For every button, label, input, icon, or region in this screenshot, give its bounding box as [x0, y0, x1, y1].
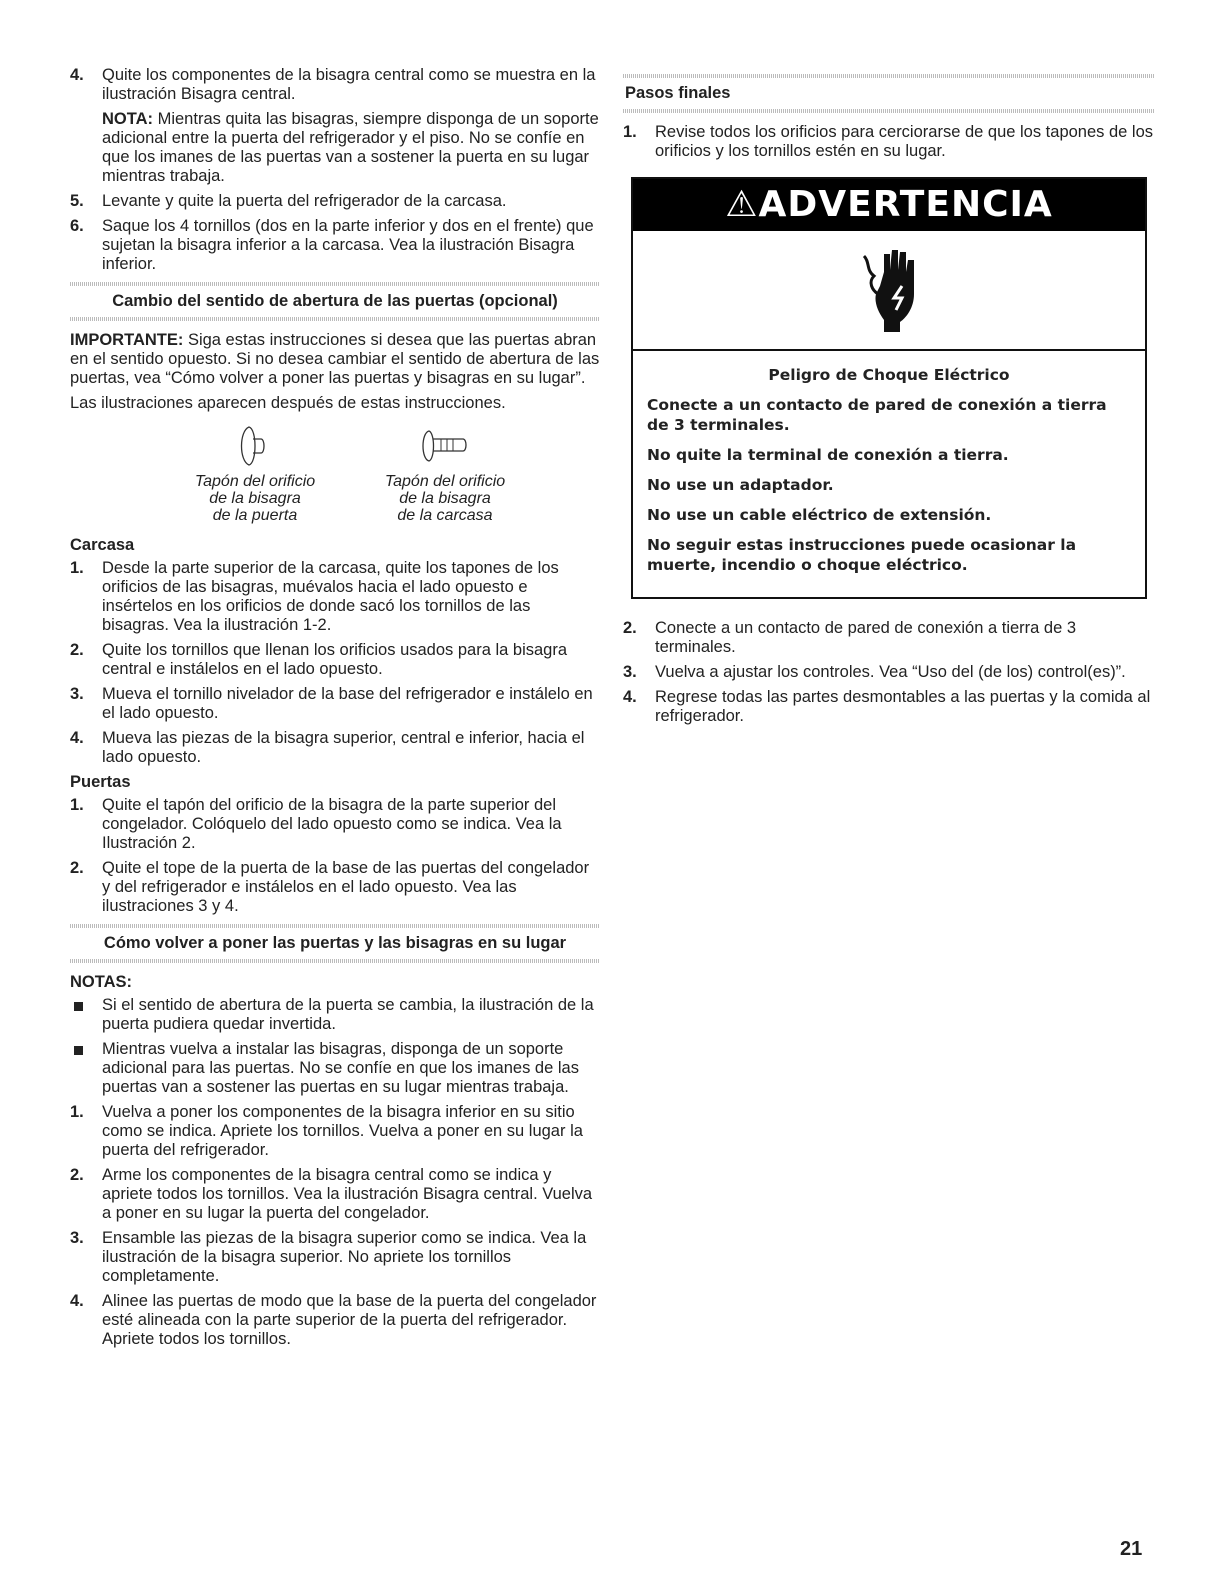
- warning-triangle-icon: ⚠: [725, 184, 759, 225]
- list-item: 4. Regrese todas las partes desmontables a las puertas y la comida al refrigerador.: [623, 688, 1151, 725]
- list-item: 3. Ensamble las piezas de la bisagra superior como se indica. Vea la ilustración de la bisagra superior. No apriete los tornillos completamente.: [70, 1229, 587, 1285]
- bullet-item: Si el sentido de abertura de la puerta se cambia, la ilustración de la puerta pudiera quedar invertida.: [70, 996, 600, 1034]
- section-header: Cambio del sentido de abertura de las puertas (opcional): [70, 282, 600, 321]
- illustrations-note: Las ilustraciones aparecen después de estas instrucciones.: [70, 394, 506, 412]
- list-item: 6. Saque los 4 tornillos (dos en la parte inferior y dos en el frente) que sujetan la bisagra inferior a la carcasa. Vea la ilustración Bisagra inferior.: [70, 217, 594, 273]
- list-item: 1. Quite el tapón del orificio de la bisagra de la parte superior del congelador. Colóquelo del lado opuesto como se indica. Vea la Ilustración 2.: [70, 796, 562, 852]
- list-item: 2. Conecte a un contacto de pared de conexión a tierra de 3 terminales.: [623, 619, 1077, 656]
- list-item: 2. Quite el tope de la puerta de la base de las puertas del congelador y del refrigerador e instálelos en el lado opuesto. Vea las ilustraciones 3 y 4.: [70, 859, 590, 915]
- list-item: 2. Quite los tornillos que llenan los orificios usados para la bisagra central e instálelos en el lado opuesto.: [70, 641, 568, 678]
- left-column: [70, 66, 600, 1355]
- door-plug-icon: [235, 423, 275, 469]
- warning-header: ⚠ADVERTENCIA: [633, 179, 1145, 231]
- list-item: 4. Mueva las piezas de la bisagra superior, central e inferior, hacia el lado opuesto.: [70, 729, 585, 766]
- page-number: 21: [1120, 1538, 1143, 1560]
- list-item: 1. Vuelva a poner los componentes de la bisagra inferior en su sitio como se indica. Apriete los tornillos. Vuelva a poner en su lugar la puerta del refrigerador.: [70, 1103, 583, 1159]
- door-hinge-plug: Tapón del orificio de la bisagra de la puerta: [170, 423, 340, 524]
- section-header: Cómo volver a poner las puertas y las bisagras en su lugar: [70, 924, 600, 963]
- important-paragraph: IMPORTANTE: Siga estas instrucciones si desea que las puertas abran en el sentido opuesto. Si no desea cambiar el sentido de abertura de las puertas, vea “Cómo volver a poner las puertas y bisagras en su lugar”.: [70, 331, 600, 387]
- section-header: Pasos finales: [623, 74, 1155, 113]
- warning-box: [631, 177, 1147, 599]
- list-item: 4. Alinee las puertas de modo que la base de la puerta del congelador esté alineada con la parte superior de la puerta del refrigerador. Apriete todos los tornillos.: [70, 1292, 597, 1348]
- bullet-item: Mientras vuelva a instalar las bisagras, disponga de un soporte adicional para las puertas. No se confíe en que los imanes de las puertas van a sostener las puertas en su lugar mientras trabaja.: [70, 1040, 600, 1097]
- note-paragraph: NOTA: Mientras quita las bisagras, siempre disponga de un soporte adicional entre la puerta del refrigerador y el piso. No se confíe en que los imanes de las puertas van a sostener la puerta en su lugar mientras trabaja.: [102, 110, 599, 185]
- notas-heading: NOTAS:: [70, 973, 133, 991]
- warning-body: Peligro de Choque Eléctrico Conecte a un contacto de pared de conexión a tierra de 3 terminales. No quite la terminal de conexión a tierra. No use un adaptador. No use un cable eléctrico de extensión. No seguir estas instrucciones puede ocasionar la muerte, incendio o choque eléctrico.: [647, 366, 1107, 574]
- bullet-icon: [74, 1046, 83, 1055]
- cabinet-plug-icon: [413, 423, 477, 469]
- list-item: 3. Vuelva a ajustar los controles. Vea “Uso del (de los) control(es)”.: [623, 663, 1126, 681]
- carcasa-heading: Carcasa: [70, 536, 135, 554]
- list-item: 5. Levante y quite la puerta del refrigerador de la carcasa.: [70, 192, 507, 210]
- list-item: 4. Quite los componentes de la bisagra central como se muestra en la ilustración Bisagra central.: [70, 66, 596, 103]
- list-item: 2. Arme los componentes de la bisagra central como se indica y apriete todos los tornillos. Vea la ilustración Bisagra central. Vuelva a poner en su lugar la puerta del congelador.: [70, 1166, 593, 1222]
- cabinet-hinge-plug: Tapón del orificio de la bisagra de la carcasa: [360, 423, 530, 524]
- list-item: 3. Mueva el tornillo nivelador de la base del refrigerador e instálelo en el lado opuesto.: [70, 685, 593, 722]
- list-item: 1. Revise todos los orificios para cerciorarse de que los tapones de los orificios y los tornillos estén en su lugar.: [623, 123, 1154, 160]
- right-column: [623, 66, 1155, 732]
- plug-illustrations: [170, 423, 530, 524]
- puertas-heading: Puertas: [70, 773, 131, 791]
- bullet-icon: [74, 1002, 83, 1011]
- electric-shock-hand-icon: [633, 231, 1145, 351]
- list-item: 1. Desde la parte superior de la carcasa, quite los tapones de los orificios de las bisagras, muévalos hacia el lado opuesto e insértelos en los orificios de donde sacó los tornillos de las bisagras. Vea la ilustración 1-2.: [70, 559, 559, 634]
